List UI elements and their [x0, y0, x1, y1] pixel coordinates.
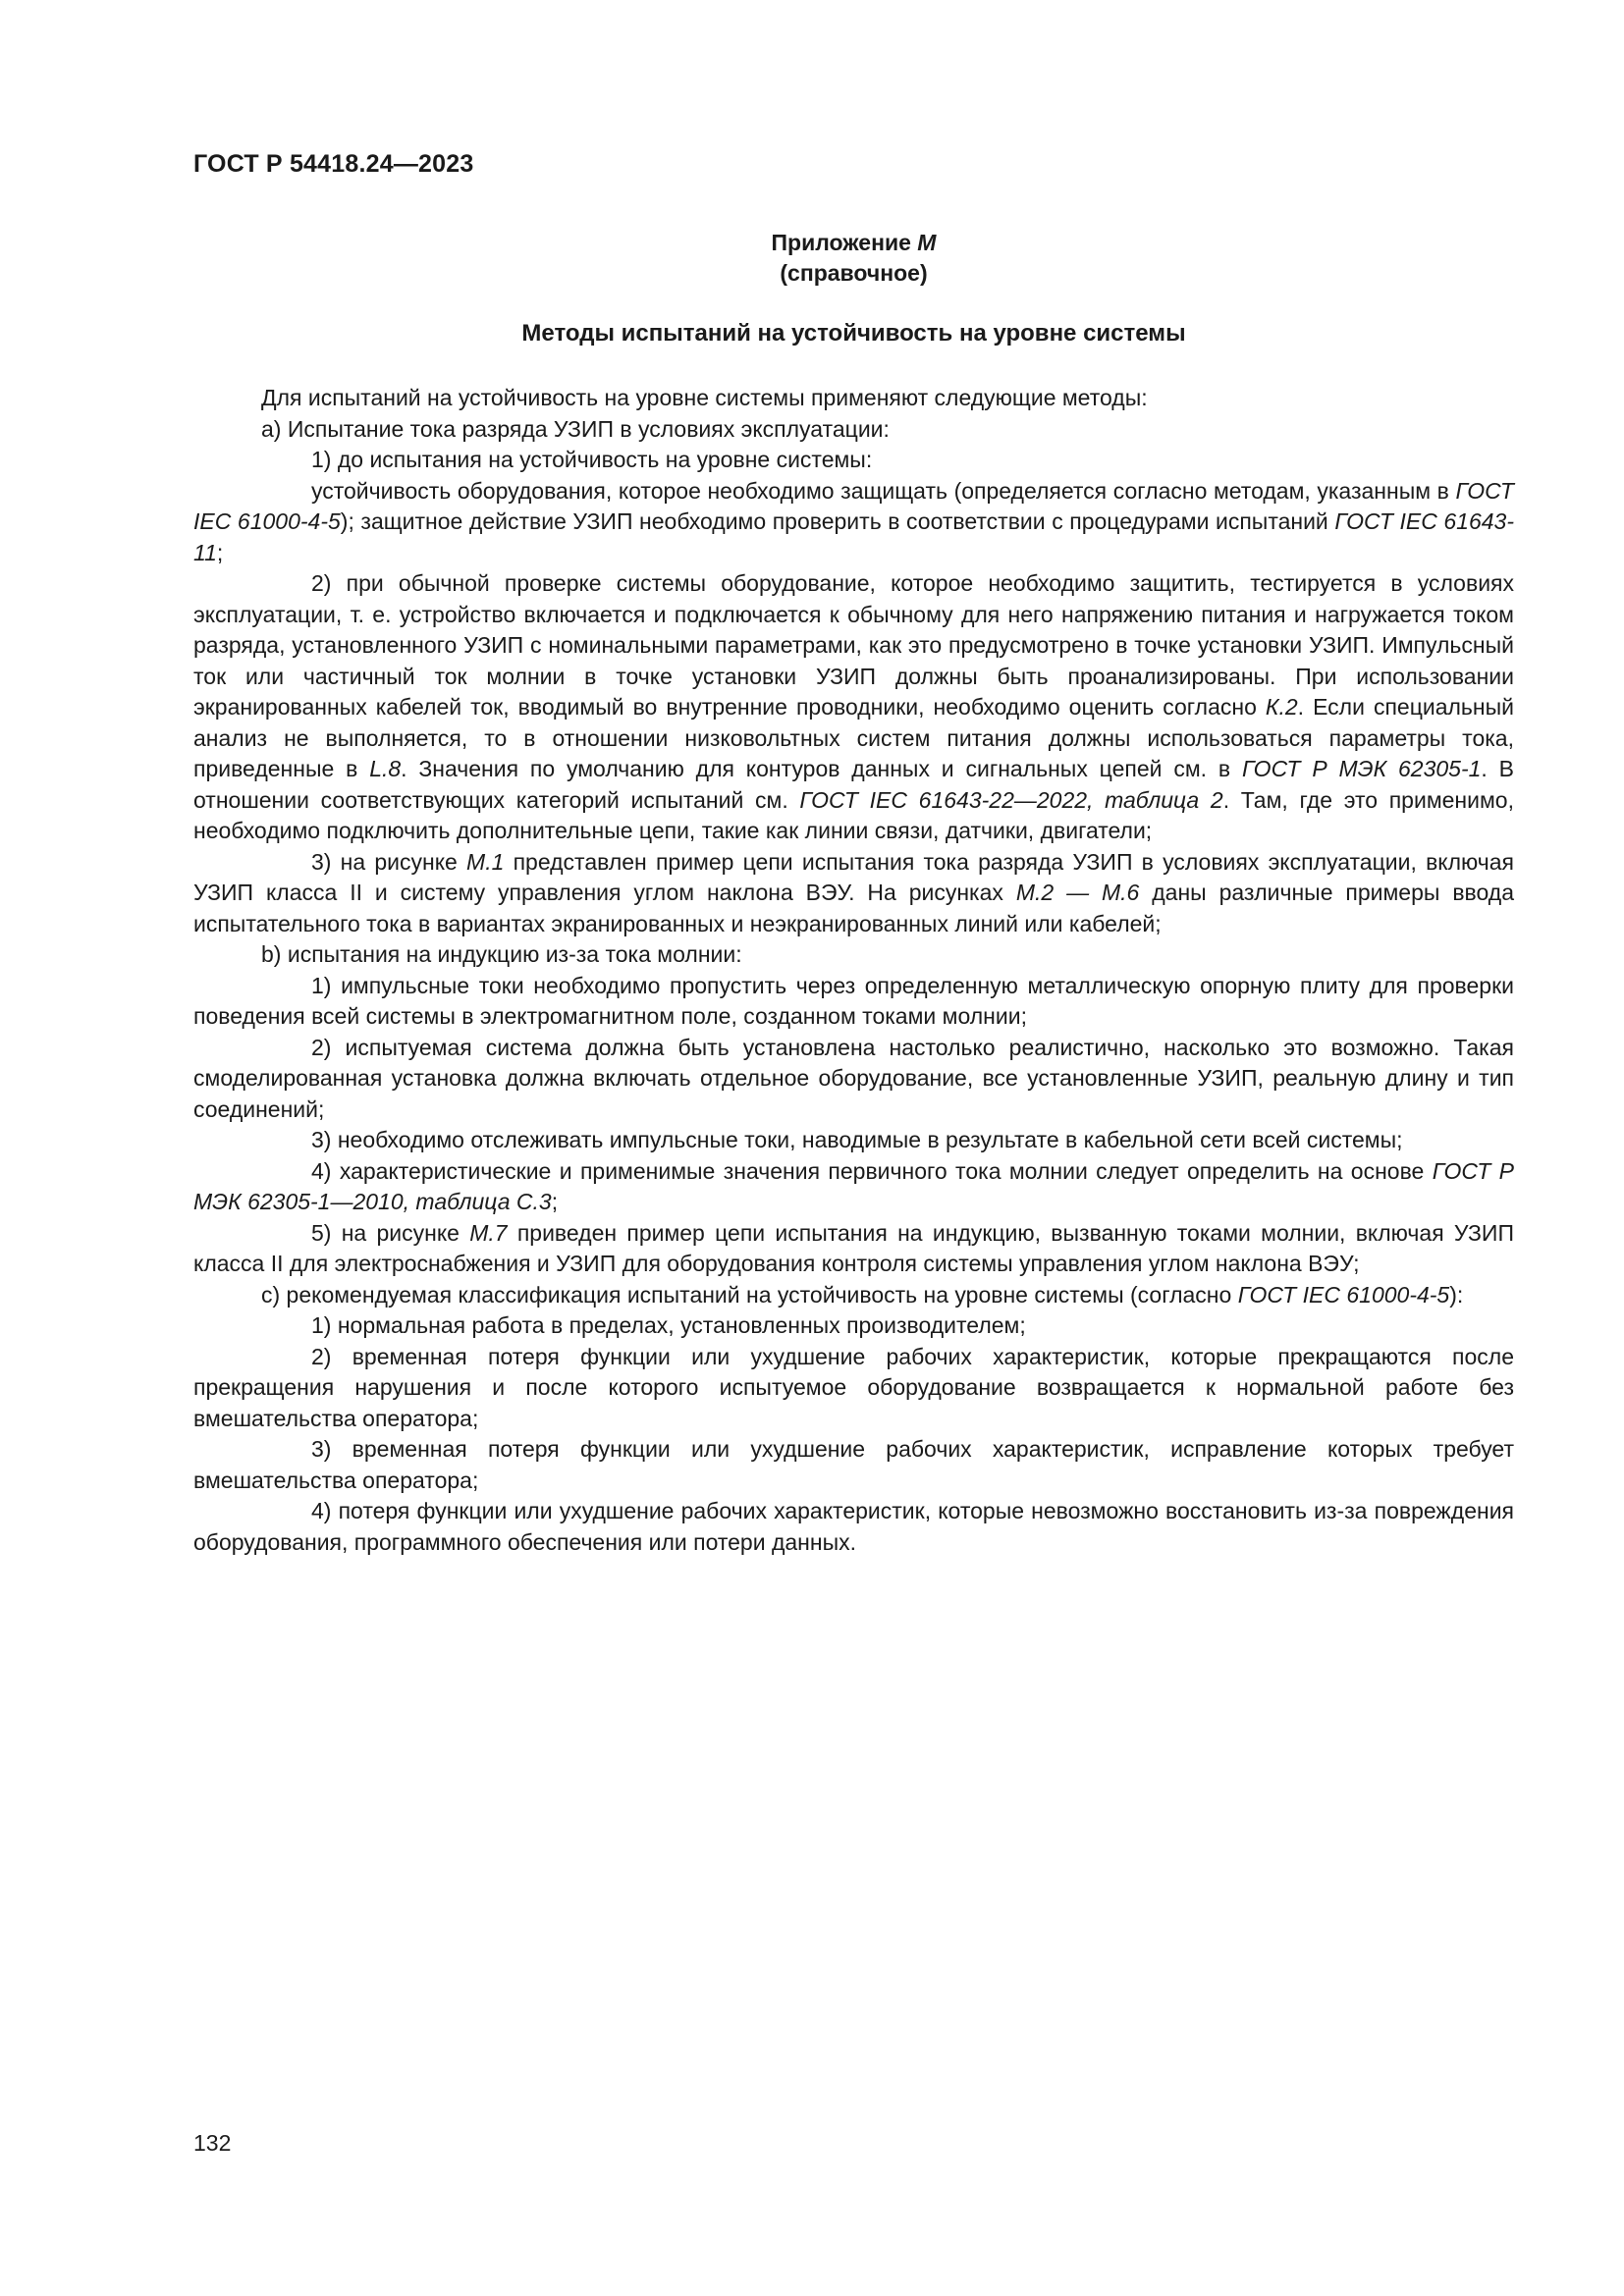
figure-reference: М.7	[469, 1219, 508, 1246]
text-segment: представлен пример цепи испытания тока разряда УЗИП в условиях эксплуатации, включая УЗИП класса II и систему управления углом наклона ВЭУ. На рисунках	[193, 848, 1514, 905]
appendix-label-prefix: Приложение	[771, 230, 918, 255]
appendix-letter: М	[917, 230, 937, 255]
appendix-heading	[193, 228, 1514, 289]
text-segment: устойчивость оборудования, которое необходимо защищать (определяется согласно методам, указанным в	[311, 477, 1456, 504]
text-segment: . Там, где это применимо, необходимо подключить дополнительные цепи, такие как линии связи, датчики, двигатели;	[193, 786, 1514, 843]
text-segment: ;	[216, 539, 224, 565]
standard-reference: ГОСТ Р МЭК 62305-1	[1241, 756, 1482, 781]
standard-reference: ГОСТ IEC 61000-4-5	[1237, 1281, 1450, 1308]
text-segment: ;	[551, 1189, 559, 1214]
list-item-b1: 1) импульсные токи необходимо пропустить через определенную металлическую опорную плиту для проверки поведения всей системы в электромагнитном поле, созданном токами молнии;	[193, 972, 1514, 1029]
list-item-a2	[193, 568, 1514, 847]
page-number: 132	[193, 2130, 232, 2156]
text-segment: с) рекомендуемая классификация испытаний на устойчивость на уровне системы (согласно	[261, 1281, 1238, 1308]
list-item-c2: 2) временная потеря функции или ухудшение рабочих характеристик, которые прекращаются после прекращения нарушения и после которого испытуемое оборудование возвращается к нормальной работе без вмешательства оператора;	[193, 1343, 1514, 1431]
list-item-b3: 3) необходимо отслеживать импульсные токи, наводимые в результате в кабельной сети всей системы;	[311, 1127, 1403, 1152]
text-segment: . Если специальный анализ не выполняется, то в отношении низковольтных систем питания должны использоваться параметры тока, приведенные в	[193, 694, 1514, 781]
appendix-title: Методы испытаний на устойчивость на уровне системы	[521, 320, 1186, 347]
clause-reference: L.8	[369, 756, 402, 781]
document-body	[193, 383, 1514, 1558]
text-segment: 5) на рисунке	[311, 1219, 470, 1246]
text-segment: ):	[1449, 1281, 1464, 1308]
text-segment: ); защитное действие УЗИП необходимо проверить в соответствии с процедурами испытаний	[340, 508, 1335, 534]
list-item-b2: 2) испытуемая система должна быть установлена настолько реалистично, насколько это возможно. Такая смоделированная установка должна включать отдельное оборудование, все установленные УЗИП, реальную длину и тип соединений;	[193, 1034, 1514, 1122]
text-segment: . Значения по умолчанию для контуров данных и сигнальных цепей см. в	[401, 756, 1242, 781]
list-item-c1: 1) нормальная работа в пределах, установленных производителем;	[311, 1312, 1026, 1338]
list-item-a: а) Испытание тока разряда УЗИП в условиях эксплуатации:	[261, 415, 890, 442]
list-item-b4	[193, 1156, 1514, 1218]
document-code-header: ГОСТ Р 54418.24—2023	[193, 150, 474, 178]
list-item-c4: 4) потеря функции или ухудшение рабочих характеристик, которые невозможно восстановить из-за повреждения оборудования, программного обеспечения или потери данных.	[193, 1498, 1514, 1555]
list-item-a1: 1) до испытания на устойчивость на уровне системы:	[311, 447, 873, 472]
figure-reference: М.1	[466, 848, 505, 875]
standard-reference: ГОСТ Р МЭК 62305-1—2010, таблица С.3	[193, 1157, 1514, 1214]
text-segment: 2) при обычной проверке системы оборудование, которое необходимо защитить, тестируется в условиях эксплуатации, т. е. устройство включается и подключается к обычному для него напряжению питания и нагружается током разряда, установленного УЗИП с номинальными параметрами, как это предусмотрено в точке установки УЗИП. Импульсный ток или частичный ток молнии в точке установки УЗИП должны быть проанализированы. При использовании экранированных кабелей ток, вводимый во внутренние проводники, необходимо оценить согласно	[193, 570, 1514, 720]
appendix-label	[193, 228, 1514, 258]
appendix-kind: (справочное)	[780, 260, 928, 286]
standard-reference: ГОСТ IEC 61643-22—2022, таблица 2	[799, 786, 1223, 813]
list-item-b: b) испытания на индукцию из-за тока молнии:	[261, 941, 742, 967]
text-segment: 4) характеристические и применимые значения первичного тока молнии следует определить на основе	[311, 1157, 1433, 1184]
paragraph: Для испытаний на устойчивость на уровне системы применяют следующие методы:	[261, 385, 1148, 410]
list-item-b5	[193, 1218, 1514, 1280]
text-segment: . В отношении соответствующих категорий испытаний см.	[193, 756, 1514, 813]
paragraph	[193, 476, 1514, 569]
text-segment: даны различные примеры ввода испытательного тока в вариантах экранированных и неэкранированных линий или кабелей;	[193, 880, 1514, 936]
clause-reference: К.2	[1265, 694, 1298, 720]
figure-reference: М.2 — М.6	[1015, 880, 1140, 905]
list-item-c3: 3) временная потеря функции или ухудшение рабочих характеристик, исправление которых требует вмешательства оператора;	[193, 1436, 1514, 1493]
text-segment: 3) на рисунке	[311, 848, 467, 875]
list-item-c	[193, 1280, 1514, 1311]
text-segment: приведен пример цепи испытания на индукцию, вызванную токами молнии, включая УЗИП класса II для электроснабжения и УЗИП для оборудования контроля системы управления углом наклона ВЭУ;	[193, 1219, 1514, 1276]
standard-reference: ГОСТ IEC 61643-11	[193, 508, 1514, 565]
standard-reference: ГОСТ IEC 61000-4-5	[193, 477, 1514, 534]
list-item-a3	[193, 847, 1514, 940]
